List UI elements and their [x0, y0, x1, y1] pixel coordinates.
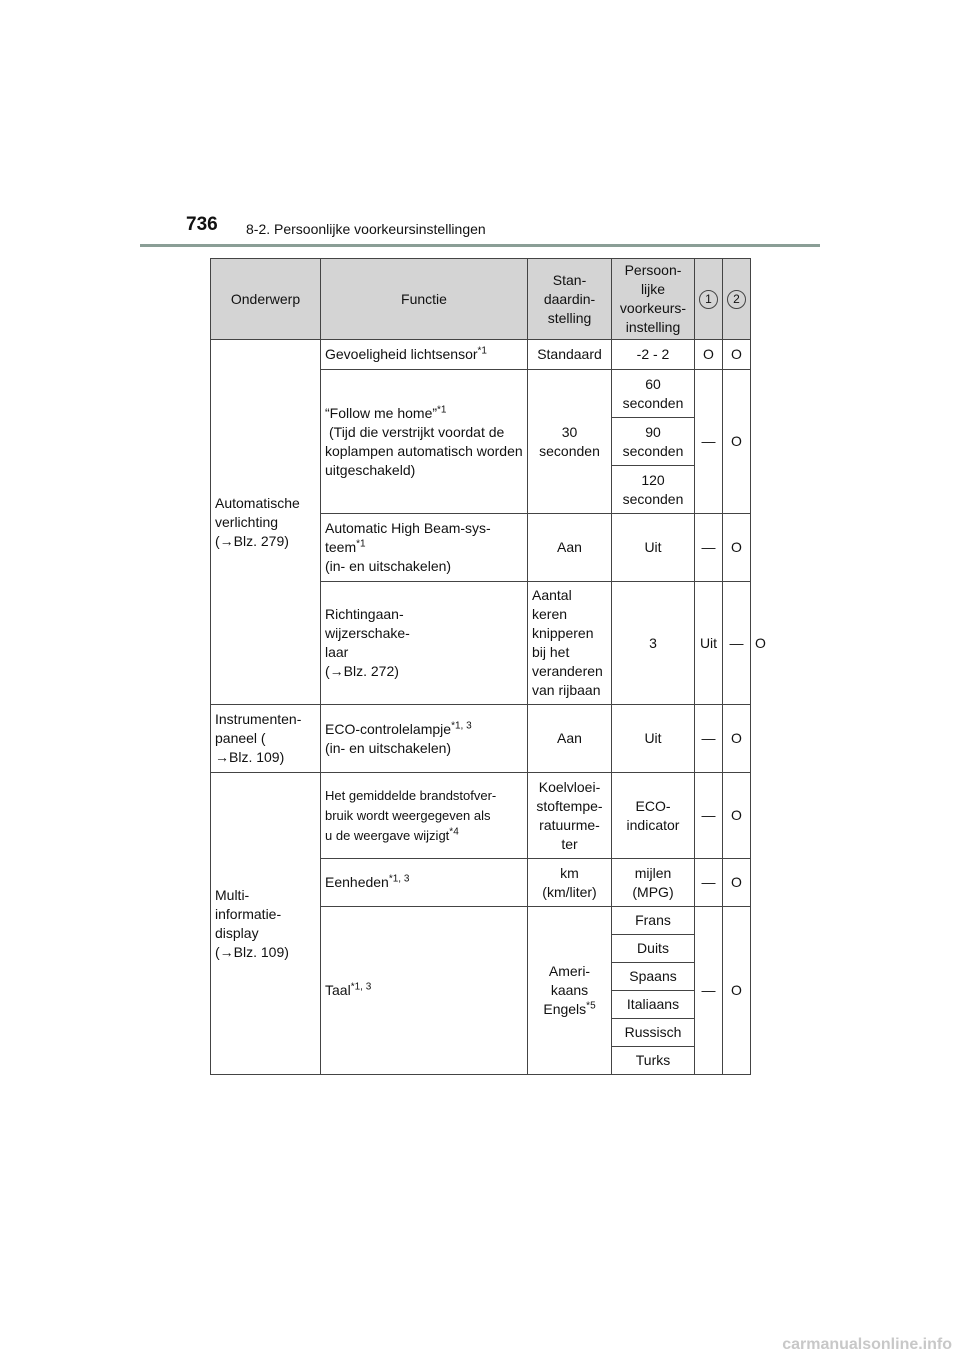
option-cell: Italiaans	[612, 991, 695, 1019]
col2-cell: O	[723, 514, 751, 582]
header-onderwerp: Onderwerp	[211, 259, 321, 340]
subject-cell: Richtingaan- wijzerschake- laar (→Blz. 272)	[321, 582, 528, 705]
col1-cell: —	[695, 907, 723, 1075]
option-cell: Frans	[612, 907, 695, 935]
col2-cell: O	[723, 370, 751, 514]
header-standaard: Stan- daardin- stelling	[528, 259, 612, 340]
function-cell: Taal$^{*1, 3}$	[321, 907, 528, 1075]
default-cell: km (km/liter)	[528, 859, 612, 907]
option-cell: Duits	[612, 935, 695, 963]
option-cell: Turks	[612, 1047, 695, 1075]
watermark: carmanualsonline.info	[782, 1336, 952, 1353]
col1-cell: —	[695, 370, 723, 514]
col1-cell: —	[695, 705, 723, 773]
header-col-1	[695, 259, 723, 340]
subject-cell: Instrumenten- paneel ( →Blz. 109)	[211, 705, 321, 773]
function-cell: ECO-controlelampje$^{*1, 3}$ (in- en uitschakelen)	[321, 705, 528, 773]
function-cell: Het gemiddelde brandstofver- bruik wordt weergegeven als u de weergave wijzigt$^{*4}$	[321, 773, 528, 859]
table-row: Richtingaan- wijzerschake- laar (→Blz. 272) Aantal keren knipperen bij het veranderen van rijbaan 3 Uit — O	[211, 582, 751, 705]
header-col-2	[723, 259, 751, 340]
subject-cell: Automatische verlichting (→Blz. 279)	[211, 340, 321, 705]
default-cell: Aan	[528, 705, 612, 773]
option-cell: 90 seconden	[612, 418, 695, 466]
function-cell: “Follow me home”$^{*1}$ (Tijd die verstrijkt voordat de koplampen automatisch worden uitgeschakeld)	[321, 370, 528, 514]
settings-table	[210, 258, 766, 1075]
default-cell: Ameri- kaans Engels$^{*5}$	[528, 907, 612, 1075]
option-cell: Uit	[612, 514, 695, 582]
page-number: 736	[186, 214, 218, 235]
option-cell: Russisch	[612, 1019, 695, 1047]
col1-cell: —	[695, 859, 723, 907]
col2-cell: O	[723, 859, 751, 907]
circled-1-icon: 1	[699, 290, 718, 309]
option-cell: 60 seconden	[612, 370, 695, 418]
col1-cell: —	[723, 582, 751, 705]
default-cell: 30 seconden	[528, 370, 612, 514]
table-row	[211, 705, 751, 773]
table-header-row	[211, 259, 751, 340]
col1-cell: —	[695, 514, 723, 582]
col1-cell: —	[695, 773, 723, 859]
function-cell: Gevoeligheid lichtsensor$^{*1}$	[321, 340, 528, 370]
function-cell: Aantal keren knipperen bij het veranderen van rijbaan	[528, 582, 612, 705]
option-cell: 120 seconden	[612, 466, 695, 514]
default-cell: Koelvloei- stoftempe- ratuurme- ter	[528, 773, 612, 859]
option-cell: Uit	[695, 582, 723, 705]
col2-cell: O	[723, 773, 751, 859]
col2-cell: O	[723, 907, 751, 1075]
header-persoonlijke-voorkeur: Persoon- lijke voorkeurs- instelling	[612, 259, 695, 340]
function-cell: Automatic High Beam-sys- teem$^{*1}$ (in- en uitschakelen)	[321, 514, 528, 582]
option-cell: mijlen (MPG)	[612, 859, 695, 907]
function-cell: Eenheden$^{*1, 3}$	[321, 859, 528, 907]
option-cell: Uit	[612, 705, 695, 773]
option-cell: ECO- indicator	[612, 773, 695, 859]
table-row	[211, 773, 751, 859]
default-cell: Standaard	[528, 340, 612, 370]
table-row	[211, 340, 751, 370]
option-cell: Spaans	[612, 963, 695, 991]
col2-cell: O	[723, 340, 751, 370]
default-cell: 3	[612, 582, 695, 705]
header-rule	[140, 244, 820, 247]
section-title: 8-2. Persoonlijke voorkeursinstellingen	[246, 221, 486, 237]
default-cell: Aan	[528, 514, 612, 582]
option-cell: -2 - 2	[612, 340, 695, 370]
header-functie: Functie	[321, 259, 528, 340]
circled-2-icon: 2	[727, 290, 746, 309]
col1-cell: O	[695, 340, 723, 370]
col2-cell: O	[723, 705, 751, 773]
subject-cell: Multi- informatie- display (→Blz. 109)	[211, 773, 321, 1075]
